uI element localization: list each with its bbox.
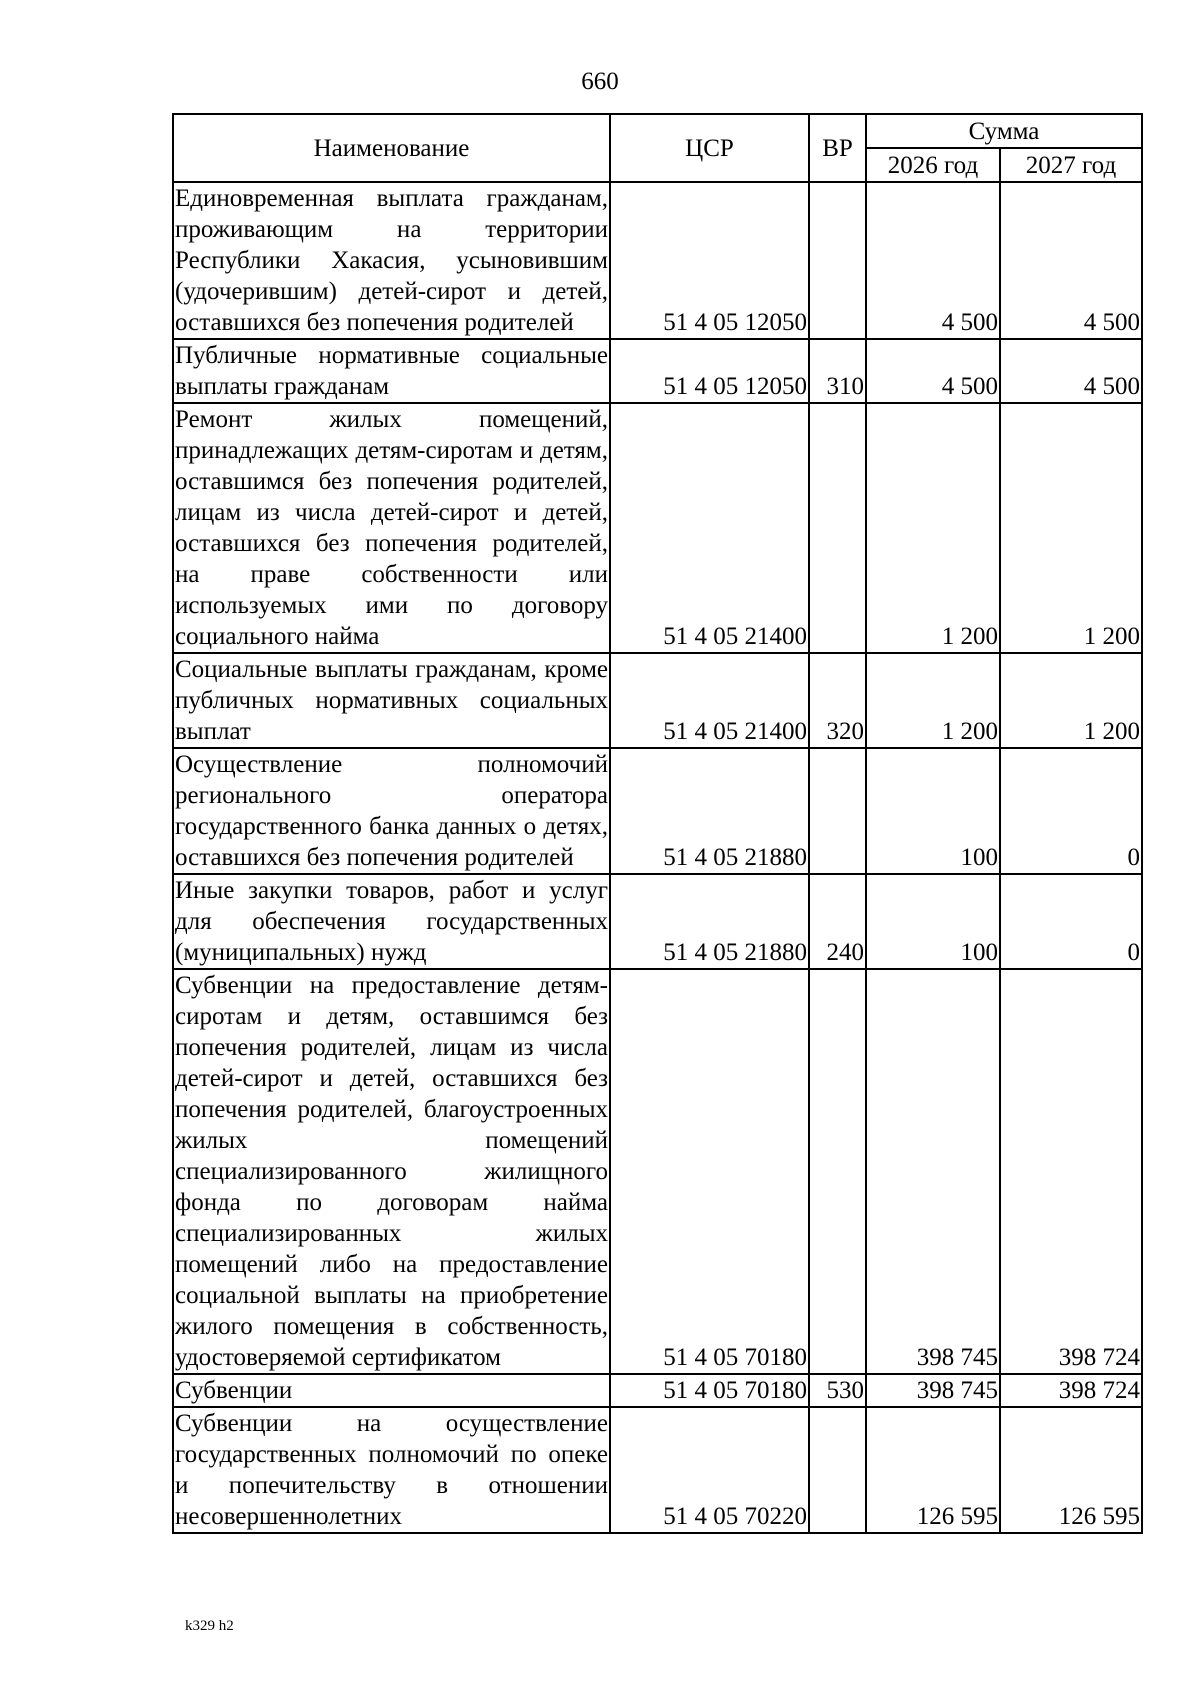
- row-csr: 51 4 05 70180: [610, 1374, 809, 1407]
- table-row: [173, 1407, 1142, 1533]
- table-row: [173, 403, 1142, 653]
- budget-table: [172, 113, 1143, 1534]
- table-row: [173, 748, 1142, 874]
- row-csr: 51 4 05 21880: [610, 748, 809, 874]
- row-name: Публичные нормативные социальные выплаты гражданам: [173, 339, 610, 403]
- row-vr: [809, 403, 866, 653]
- row-sum-2027: 1 200: [1000, 653, 1142, 748]
- row-name: Ремонт жилых помещений, принадлежащих детям-сиротам и детям, оставшимся без попечения родителей, лицам из числа детей-сирот и детей, оставшихся без попечения родителей, на праве собственности или используемых ими по договору социального найма: [173, 403, 610, 653]
- header-name: Наименование: [173, 114, 610, 182]
- row-sum-2027: 1 200: [1000, 403, 1142, 653]
- row-name: Субвенции на предоставление детям-сиротам и детям, оставшимся без попечения родителей, лицам из числа детей-сирот и детей, оставшихся без попечения родителей, благоустроенных жилых помещений специализированного жилищного фонда по договорам найма специализированных жилых помещений либо на предоставление социальной выплаты на приобретение жилого помещения в собственность, удостоверяемой сертификатом: [173, 969, 610, 1374]
- row-sum-2026: 100: [866, 874, 1000, 969]
- row-name: Единовременная выплата гражданам, проживающим на территории Республики Хакасия, усыновившим (удочерившим) детей-сирот и детей, оставшихся без попечения родителей: [173, 182, 610, 339]
- row-sum-2027: 0: [1000, 748, 1142, 874]
- row-vr: [809, 748, 866, 874]
- table-row: [173, 653, 1142, 748]
- table-row: [173, 874, 1142, 969]
- row-sum-2026: 1 200: [866, 653, 1000, 748]
- table-header-row: [173, 114, 1142, 148]
- row-csr: 51 4 05 70220: [610, 1407, 809, 1533]
- row-csr: 51 4 05 70180: [610, 969, 809, 1374]
- row-sum-2026: 126 595: [866, 1407, 1000, 1533]
- table-row: [173, 182, 1142, 339]
- row-name: Субвенции: [173, 1374, 610, 1407]
- row-sum-2026: 398 745: [866, 1374, 1000, 1407]
- row-sum-2027: 398 724: [1000, 969, 1142, 1374]
- row-sum-2026: 4 500: [866, 339, 1000, 403]
- row-name: Социальные выплаты гражданам, кроме публичных нормативных социальных выплат: [173, 653, 610, 748]
- table-row: [173, 1374, 1142, 1407]
- row-sum-2026: 100: [866, 748, 1000, 874]
- row-name: Осуществление полномочий регионального оператора государственного банка данных о детях, оставшихся без попечения родителей: [173, 748, 610, 874]
- row-name: Субвенции на осуществление государственных полномочий по опеке и попечительству в отношении несовершеннолетних: [173, 1407, 610, 1533]
- row-sum-2026: 4 500: [866, 182, 1000, 339]
- header-year-2026: 2026 год: [866, 148, 1000, 182]
- row-sum-2026: 1 200: [866, 403, 1000, 653]
- row-sum-2027: 4 500: [1000, 339, 1142, 403]
- page-number: 660: [581, 68, 619, 95]
- row-vr: 320: [809, 653, 866, 748]
- row-vr: [809, 1407, 866, 1533]
- row-csr: 51 4 05 12050: [610, 182, 809, 339]
- header-sum: Сумма: [866, 114, 1142, 148]
- row-sum-2027: 126 595: [1000, 1407, 1142, 1533]
- row-vr: [809, 182, 866, 339]
- row-name: Иные закупки товаров, работ и услуг для обеспечения государственных (муниципальных) нужд: [173, 874, 610, 969]
- row-csr: 51 4 05 21400: [610, 403, 809, 653]
- row-vr: [809, 969, 866, 1374]
- header-csr: ЦСР: [610, 114, 809, 182]
- row-csr: 51 4 05 21880: [610, 874, 809, 969]
- row-csr: 51 4 05 21400: [610, 653, 809, 748]
- row-csr: 51 4 05 12050: [610, 339, 809, 403]
- footer-document-code: k329 h2: [185, 1618, 234, 1634]
- row-sum-2027: 4 500: [1000, 182, 1142, 339]
- header-vr: ВР: [809, 114, 866, 182]
- header-year-2027: 2027 год: [1000, 148, 1142, 182]
- row-vr: 310: [809, 339, 866, 403]
- row-sum-2026: 398 745: [866, 969, 1000, 1374]
- row-vr: 530: [809, 1374, 866, 1407]
- row-vr: 240: [809, 874, 866, 969]
- row-sum-2027: 398 724: [1000, 1374, 1142, 1407]
- row-sum-2027: 0: [1000, 874, 1142, 969]
- table-row: [173, 969, 1142, 1374]
- table-row: [173, 339, 1142, 403]
